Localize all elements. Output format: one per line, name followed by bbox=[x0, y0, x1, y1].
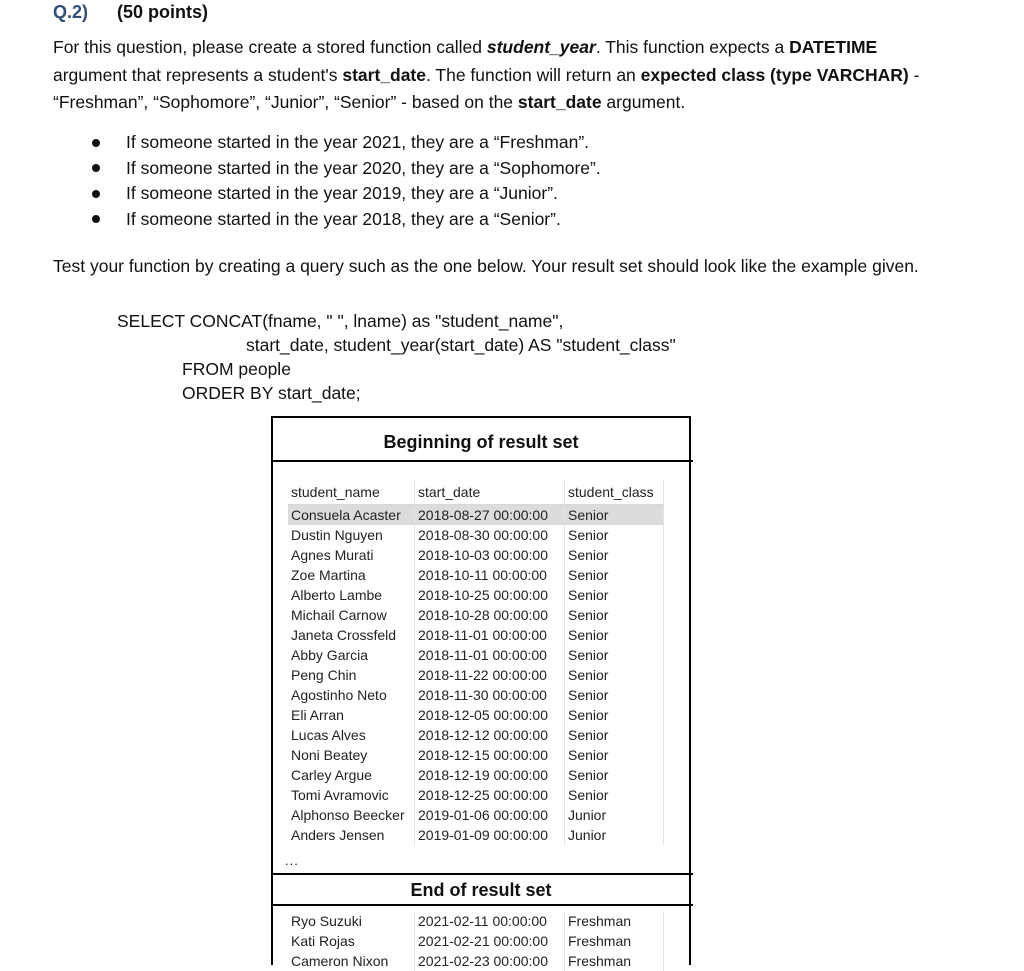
table-cell: Senior bbox=[565, 665, 664, 685]
table-row bbox=[288, 585, 664, 605]
table-cell: Senior bbox=[565, 505, 664, 526]
column-header: student_name bbox=[288, 480, 415, 505]
table-row bbox=[288, 665, 664, 685]
bullet-icon bbox=[92, 139, 100, 147]
table-cell: Senior bbox=[565, 645, 664, 665]
divider bbox=[271, 460, 693, 462]
table-cell: 2018-11-01 00:00:00 bbox=[415, 625, 565, 645]
sql-line-1: SELECT CONCAT(fname, " ", lname) as "student_name", bbox=[117, 311, 564, 331]
rules-list bbox=[92, 130, 601, 232]
list-item: If someone started in the year 2021, they are a “Freshman”. bbox=[92, 130, 601, 156]
table-cell: Alphonso Beecker bbox=[288, 805, 415, 825]
table-cell: Freshman bbox=[565, 931, 664, 951]
table-cell: 2021-02-23 00:00:00 bbox=[415, 951, 565, 971]
bullet-icon bbox=[92, 190, 100, 198]
table-cell: 2021-02-11 00:00:00 bbox=[415, 911, 565, 931]
table-cell: Junior bbox=[565, 825, 664, 845]
list-item: If someone started in the year 2020, they are a “Sophomore”. bbox=[92, 156, 601, 182]
table-row bbox=[288, 911, 664, 931]
table-cell: Senior bbox=[565, 685, 664, 705]
table-row bbox=[288, 685, 664, 705]
table-cell: Janeta Crossfeld bbox=[288, 625, 415, 645]
table-cell: 2018-11-30 00:00:00 bbox=[415, 685, 565, 705]
table-cell: Zoe Martina bbox=[288, 565, 415, 585]
table-cell: Carley Argue bbox=[288, 765, 415, 785]
sql-line-3: FROM people bbox=[182, 359, 291, 379]
table-row bbox=[288, 825, 664, 845]
list-item: If someone started in the year 2018, they are a “Senior”. bbox=[92, 207, 601, 233]
table-cell: 2018-12-15 00:00:00 bbox=[415, 745, 565, 765]
table-cell: 2018-12-05 00:00:00 bbox=[415, 705, 565, 725]
table-cell: 2019-01-06 00:00:00 bbox=[415, 805, 565, 825]
table-cell: Senior bbox=[565, 625, 664, 645]
table-cell: Agnes Murati bbox=[288, 545, 415, 565]
table-cell: 2018-10-25 00:00:00 bbox=[415, 585, 565, 605]
table-cell: Senior bbox=[565, 585, 664, 605]
table-cell: Consuela Acaster bbox=[288, 505, 415, 526]
sql-line-4: ORDER BY start_date; bbox=[182, 383, 361, 403]
table-row bbox=[288, 951, 664, 971]
table-row bbox=[288, 705, 664, 725]
divider bbox=[271, 873, 693, 875]
table-cell: Senior bbox=[565, 765, 664, 785]
table-row bbox=[288, 605, 664, 625]
table-cell: Kati Rojas bbox=[288, 931, 415, 951]
table-cell: Senior bbox=[565, 705, 664, 725]
result-table-end bbox=[288, 911, 664, 971]
table-cell: Senior bbox=[565, 545, 664, 565]
table-cell: 2018-10-11 00:00:00 bbox=[415, 565, 565, 585]
end-result-title: End of result set bbox=[410, 880, 552, 900]
table-cell: Agostinho Neto bbox=[288, 685, 415, 705]
table-cell: Tomi Avramovic bbox=[288, 785, 415, 805]
table-cell: Michail Carnow bbox=[288, 605, 415, 625]
table-cell: Eli Arran bbox=[288, 705, 415, 725]
table-row bbox=[288, 645, 664, 665]
table-cell: Lucas Alves bbox=[288, 725, 415, 745]
bullet-icon bbox=[92, 215, 100, 223]
table-cell: Cameron Nixon bbox=[288, 951, 415, 971]
column-header: start_date bbox=[415, 480, 565, 505]
table-row bbox=[288, 505, 664, 526]
table-cell: Senior bbox=[565, 565, 664, 585]
table-cell: 2019-01-09 00:00:00 bbox=[415, 825, 565, 845]
table-cell: Freshman bbox=[565, 911, 664, 931]
list-item: If someone started in the year 2019, they are a “Junior”. bbox=[92, 181, 601, 207]
table-cell: Ryo Suzuki bbox=[288, 911, 415, 931]
table-row bbox=[288, 745, 664, 765]
table-row bbox=[288, 725, 664, 745]
question-header bbox=[53, 2, 208, 23]
table-row bbox=[288, 785, 664, 805]
result-set-box bbox=[271, 416, 691, 969]
bullet-icon bbox=[92, 164, 100, 172]
table-row bbox=[288, 625, 664, 645]
table-cell: 2018-11-01 00:00:00 bbox=[415, 645, 565, 665]
table-cell: Abby Garcia bbox=[288, 645, 415, 665]
begin-result-title: Beginning of result set bbox=[383, 432, 579, 452]
column-header: student_class bbox=[565, 480, 664, 505]
divider bbox=[271, 904, 693, 906]
table-cell: 2018-08-27 00:00:00 bbox=[415, 505, 565, 526]
table-row bbox=[288, 545, 664, 565]
table-row bbox=[288, 525, 664, 545]
table-cell: 2018-11-22 00:00:00 bbox=[415, 665, 565, 685]
table-cell: Senior bbox=[565, 525, 664, 545]
table-cell: Senior bbox=[565, 745, 664, 765]
table-row bbox=[288, 805, 664, 825]
question-description: For this question, please create a stored function called student_year. This function expects a DATETIME argument that represents a student's start_date. The function will return an expected class (type VARCHAR) - “Freshman”, “Sophomore”, “Junior”, “Senior” - based on the start_date argument. bbox=[53, 37, 920, 112]
table-cell: Freshman bbox=[565, 951, 664, 971]
table-cell: 2018-12-25 00:00:00 bbox=[415, 785, 565, 805]
ellipsis: ... bbox=[285, 853, 299, 868]
table-row bbox=[288, 931, 664, 951]
function-name: student_year bbox=[486, 37, 596, 57]
table-cell: Peng Chin bbox=[288, 665, 415, 685]
table-cell: Anders Jensen bbox=[288, 825, 415, 845]
table-row bbox=[288, 765, 664, 785]
table-cell: Noni Beatey bbox=[288, 745, 415, 765]
table-cell: Dustin Nguyen bbox=[288, 525, 415, 545]
table-cell: Senior bbox=[565, 785, 664, 805]
question-number: Q.2) bbox=[53, 2, 89, 22]
test-instructions: Test your function by creating a query such as the one below. Your result set should look like the example given. bbox=[53, 256, 919, 276]
table-cell: 2018-08-30 00:00:00 bbox=[415, 525, 565, 545]
table-cell: 2018-12-12 00:00:00 bbox=[415, 725, 565, 745]
table-cell: Junior bbox=[565, 805, 664, 825]
table-cell: Senior bbox=[565, 725, 664, 745]
table-cell: Senior bbox=[565, 605, 664, 625]
sql-line-2: start_date, student_year(start_date) AS "student_class" bbox=[246, 335, 676, 355]
question-points: (50 points) bbox=[117, 2, 209, 22]
table-cell: 2018-10-03 00:00:00 bbox=[415, 545, 565, 565]
table-row bbox=[288, 565, 664, 585]
table-cell: Alberto Lambe bbox=[288, 585, 415, 605]
table-cell: 2021-02-21 00:00:00 bbox=[415, 931, 565, 951]
result-table-begin bbox=[288, 480, 664, 845]
table-cell: 2018-10-28 00:00:00 bbox=[415, 605, 565, 625]
table-cell: 2018-12-19 00:00:00 bbox=[415, 765, 565, 785]
